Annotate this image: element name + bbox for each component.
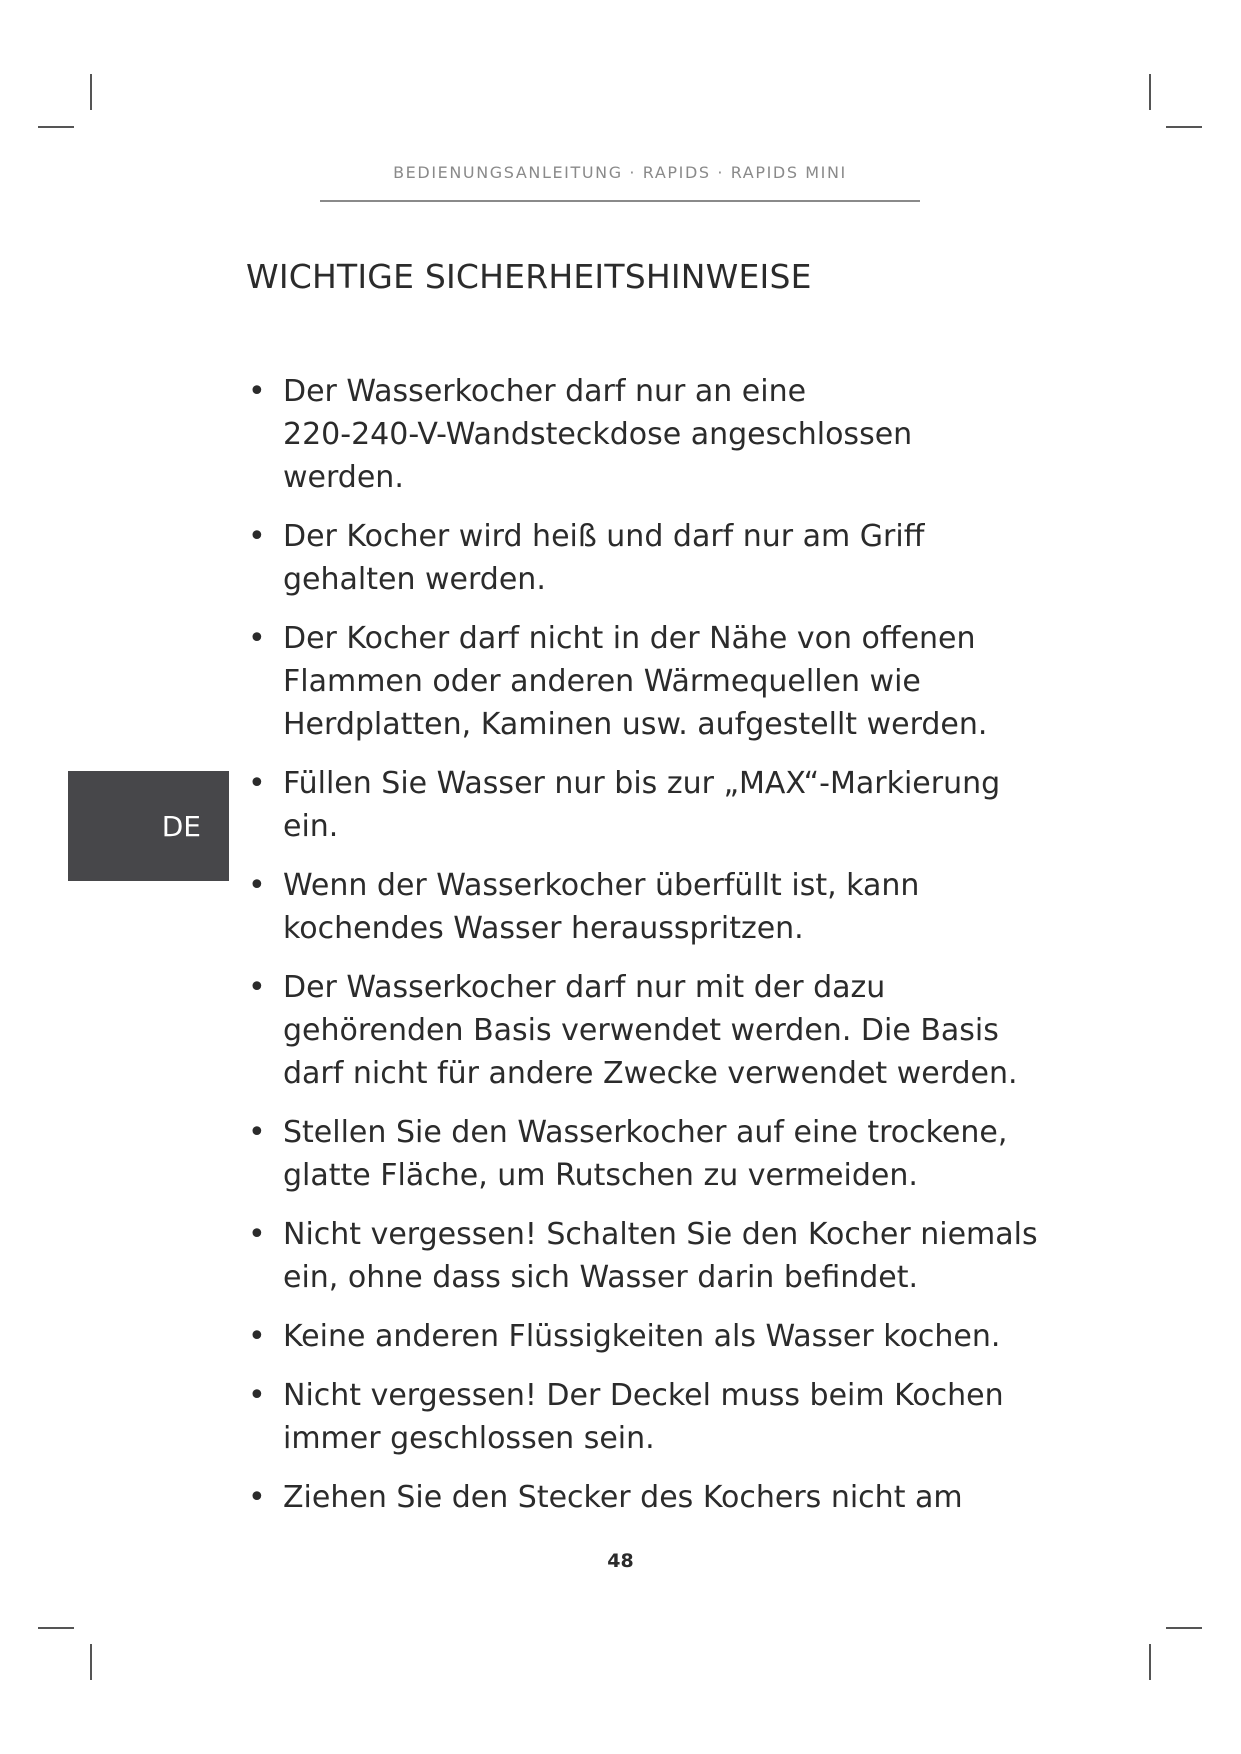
list-item-text: Der Kocher darf nicht in der Nähe von offenen Flammen oder anderen Wärmequellen wie Herdplatten, Kaminen usw. aufgestellt werden. <box>283 621 988 742</box>
list-item-text: Stellen Sie den Wasserkocher auf eine trockene, glatte Fläche, um Rutschen zu vermeiden. <box>283 1115 1008 1193</box>
list-item-text: Keine anderen Flüssigkeiten als Wasser kochen. <box>283 1319 1001 1354</box>
list-item <box>246 1111 1076 1197</box>
header-divider <box>320 200 920 202</box>
bullet-icon: • <box>248 1217 266 1252</box>
crop-mark-top-left-horizontal <box>38 126 74 128</box>
crop-mark-top-left-vertical <box>90 74 92 110</box>
crop-mark-top-right-horizontal <box>1166 126 1202 128</box>
list-item <box>246 1213 1076 1299</box>
crop-mark-bottom-right-vertical <box>1149 1644 1151 1680</box>
bullet-icon: • <box>248 519 266 554</box>
list-item <box>246 1315 1076 1358</box>
bullet-icon: • <box>248 1480 266 1515</box>
bullet-icon: • <box>248 1115 266 1150</box>
list-item <box>246 617 1076 746</box>
list-item-text: Füllen Sie Wasser nur bis zur „MAX“-Markierung ein. <box>283 766 1001 844</box>
list-item-text: Ziehen Sie den Stecker des Kochers nicht am <box>283 1480 963 1515</box>
bullet-icon: • <box>248 1319 266 1354</box>
bullet-icon: • <box>248 621 266 656</box>
list-item-text: Wenn der Wasserkocher überfüllt ist, kann kochendes Wasser herausspritzen. <box>283 868 920 946</box>
list-item <box>246 515 1076 601</box>
list-item <box>246 762 1076 848</box>
crop-mark-bottom-left-horizontal <box>38 1627 74 1629</box>
bullet-icon: • <box>248 970 266 1005</box>
list-item <box>246 966 1076 1095</box>
language-tab <box>68 771 229 881</box>
bullet-icon: • <box>248 374 266 409</box>
list-item <box>246 1374 1076 1460</box>
bullet-icon: • <box>248 868 266 903</box>
page-number: 48 <box>607 1550 634 1572</box>
safety-instructions-list <box>246 370 1076 1535</box>
list-item <box>246 864 1076 950</box>
crop-mark-top-right-vertical <box>1149 74 1151 110</box>
list-item-text: Der Kocher wird heiß und darf nur am Griff gehalten werden. <box>283 519 925 597</box>
bullet-icon: • <box>248 1378 266 1413</box>
section-title: WICHTIGE SICHERHEITSHINWEISE <box>246 257 812 296</box>
list-item <box>246 1476 1076 1519</box>
running-header: BEDIENUNGSANLEITUNG · RAPIDS · RAPIDS MINI <box>393 163 847 182</box>
crop-mark-bottom-left-vertical <box>90 1644 92 1680</box>
list-item-text: Der Wasserkocher darf nur an eine 220-240-V-Wandsteckdose angeschlossen werden. <box>283 374 913 495</box>
bullet-icon: • <box>248 766 266 801</box>
crop-mark-bottom-right-horizontal <box>1166 1627 1202 1629</box>
list-item-text: Nicht vergessen! Der Deckel muss beim Kochen immer geschlossen sein. <box>283 1378 1004 1456</box>
list-item <box>246 370 1076 499</box>
list-item-text: Der Wasserkocher darf nur mit der dazu gehörenden Basis verwendet werden. Die Basis darf nicht für andere Zwecke verwendet werden. <box>283 970 1018 1091</box>
list-item-text: Nicht vergessen! Schalten Sie den Kocher niemals ein, ohne dass sich Wasser darin befindet. <box>283 1217 1038 1295</box>
language-tab-label: DE <box>161 809 201 843</box>
